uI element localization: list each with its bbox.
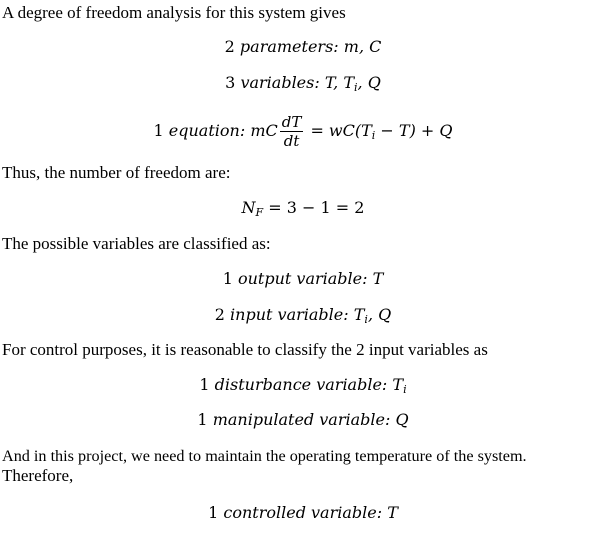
parameters-equation <box>0 37 606 57</box>
input-label: input variable: <box>230 305 349 324</box>
output-count: 1 <box>222 269 233 288</box>
equation-rhs-b: − T) + Q <box>375 121 453 140</box>
variables-value-b: , Q <box>357 73 381 92</box>
manipulated-count: 1 <box>197 410 208 429</box>
project-paragraph-line-1: And in this project, we need to maintain the operating temperature of the system. <box>2 447 527 465</box>
disturbance-value: T <box>392 375 404 394</box>
nf-symbol: N <box>241 198 256 217</box>
equation-subscript: i <box>371 129 376 142</box>
output-value: T <box>372 269 384 288</box>
classification-paragraph: The possible variables are classified as: <box>2 234 271 253</box>
equation-count: 1 <box>153 121 164 140</box>
freedom-paragraph: Thus, the number of freedom are: <box>2 163 231 182</box>
variables-equation <box>0 73 606 93</box>
output-variable-equation <box>0 269 606 289</box>
project-paragraph-line-2: Therefore, <box>2 466 74 485</box>
derivative-fraction <box>280 113 304 150</box>
controlled-count: 1 <box>208 503 219 522</box>
fraction-numerator: dT <box>281 113 302 131</box>
disturbance-subscript: i <box>403 383 407 396</box>
nf-value: = 3 − 1 = 2 <box>268 198 365 217</box>
manipulated-variable-equation <box>0 410 606 430</box>
disturbance-label: disturbance variable: <box>214 375 388 394</box>
input-count: 2 <box>214 305 225 324</box>
nf-subscript: F <box>255 206 264 219</box>
variables-label: variables: <box>240 73 320 92</box>
parameters-label: parameters: <box>239 37 339 56</box>
manipulated-label: manipulated variable: <box>212 410 391 429</box>
energy-balance-equation <box>0 109 606 153</box>
variables-count: 3 <box>225 73 236 92</box>
input-variable-equation <box>0 305 606 325</box>
controlled-value: T <box>387 503 398 522</box>
manipulated-value: Q <box>395 410 409 429</box>
disturbance-variable-equation <box>0 375 606 395</box>
input-subscript: i <box>364 313 368 326</box>
input-value-b: , Q <box>367 305 392 324</box>
output-label: output variable: <box>237 269 368 288</box>
disturbance-count: 1 <box>199 375 210 394</box>
equation-lhs: mC <box>250 121 278 140</box>
degrees-of-freedom-equation <box>0 198 606 218</box>
variables-value-a: T, T <box>324 73 355 92</box>
parameters-count: 2 <box>224 37 235 56</box>
intro-paragraph: A degree of freedom analysis for this system gives <box>2 3 346 22</box>
control-purposes-paragraph: For control purposes, it is reasonable to classify the 2 input variables as <box>2 340 488 359</box>
controlled-variable-equation <box>0 503 606 523</box>
equation-label: equation: <box>168 121 246 140</box>
parameters-value: m, C <box>343 37 382 56</box>
controlled-label: controlled variable: <box>223 503 383 522</box>
equation-rhs-a: = wC(T <box>310 121 372 140</box>
variables-subscript: i <box>354 81 358 94</box>
fraction-denominator: dt <box>283 132 300 150</box>
input-value-a: T <box>353 305 365 324</box>
